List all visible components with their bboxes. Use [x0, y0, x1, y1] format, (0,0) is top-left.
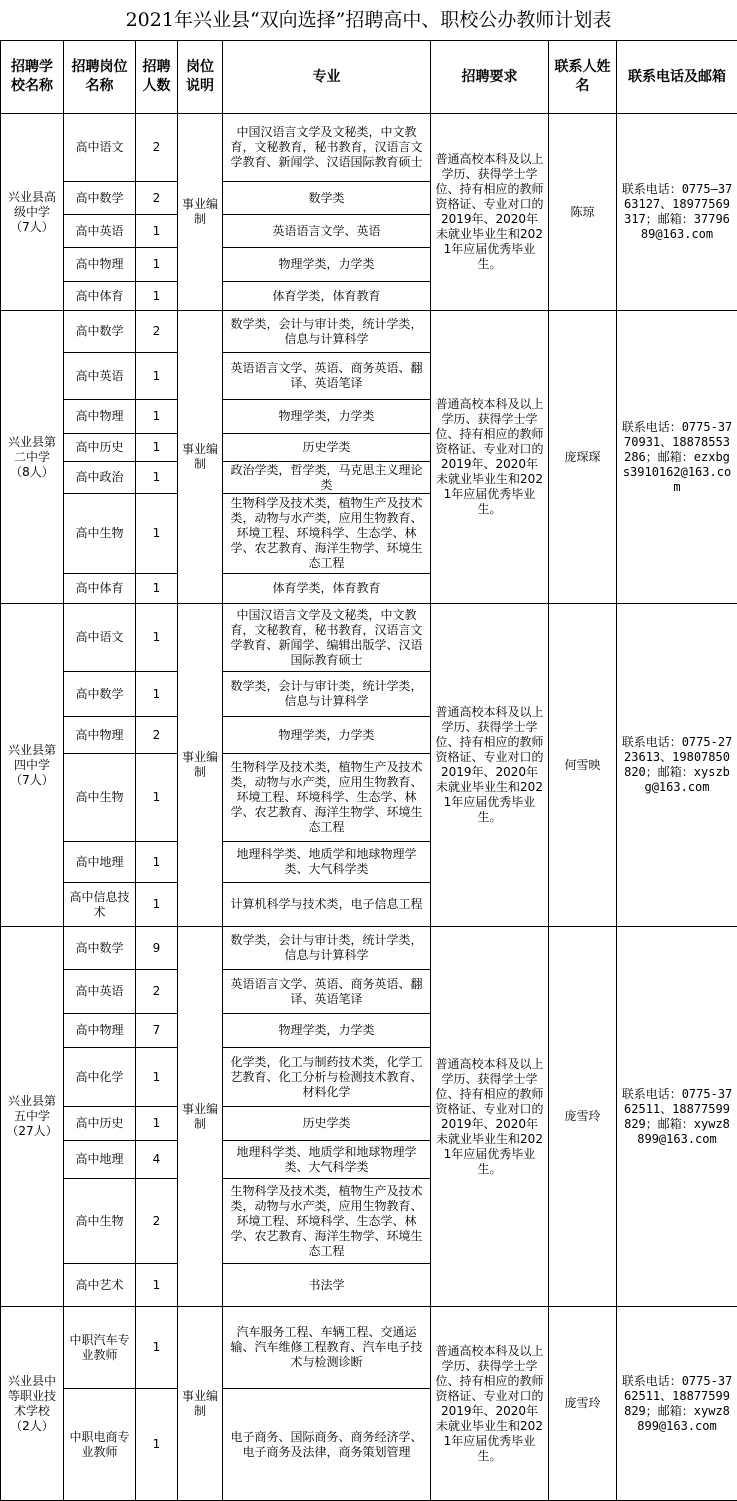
position-cell: 高中物理 — [64, 1014, 136, 1048]
position-cell: 高中数学 — [64, 182, 136, 215]
major-cell: 物理学类，力学类 — [223, 248, 431, 282]
major-cell: 物理学类，力学类 — [223, 717, 431, 754]
major-cell: 书法学 — [223, 1264, 431, 1307]
count-cell: 1 — [136, 604, 178, 672]
position-cell: 高中艺术 — [64, 1264, 136, 1307]
count-cell: 2 — [136, 1179, 178, 1264]
major-cell: 数学类，会计与审计类，统计学类，信息与计算科学 — [223, 672, 431, 717]
count-cell: 1 — [136, 400, 178, 434]
count-cell: 1 — [136, 462, 178, 494]
position-cell: 高中英语 — [64, 215, 136, 248]
header-contact: 联系人姓名 — [549, 41, 617, 114]
school-name-cell: 兴业县中等职业技术学校（2人） — [1, 1307, 64, 1501]
position-cell: 高中生物 — [64, 494, 136, 574]
school-name-cell: 兴业县第四中学（7人） — [1, 604, 64, 927]
major-cell: 数学类 — [223, 182, 431, 215]
position-cell: 高中语文 — [64, 114, 136, 182]
position-cell: 高中数学 — [64, 927, 136, 970]
table-row — [1, 927, 737, 970]
position-cell: 高中历史 — [64, 434, 136, 462]
major-cell: 计算机科学与技术类，电子信息工程 — [223, 883, 431, 927]
requirement-cell: 普通高校本科及以上学历、获得学士学位、持有相应的教师资格证、专业对口的2019年、2020年未就业毕业生和2021年应届优秀毕业生。 — [431, 114, 549, 311]
position-cell: 高中英语 — [64, 970, 136, 1014]
school-name-cell: 兴业县第五中学（27人） — [1, 927, 64, 1307]
table-row — [1, 1307, 737, 1389]
major-cell: 历史学类 — [223, 1107, 431, 1141]
school-name-cell: 兴业县第二中学（8人） — [1, 311, 64, 604]
major-cell: 历史学类 — [223, 434, 431, 462]
major-cell: 数学类，会计与审计类，统计学类，信息与计算科学 — [223, 311, 431, 353]
table-row — [1, 311, 737, 353]
position-cell: 高中生物 — [64, 754, 136, 842]
header-position: 招聘岗位名称 — [64, 41, 136, 114]
position-cell: 高中政治 — [64, 462, 136, 494]
position-cell: 高中物理 — [64, 400, 136, 434]
position-cell: 高中物理 — [64, 717, 136, 754]
position-desc-cell: 事业编制 — [178, 927, 223, 1307]
count-cell: 1 — [136, 1307, 178, 1389]
position-cell: 高中化学 — [64, 1048, 136, 1107]
count-cell: 4 — [136, 1141, 178, 1179]
position-cell: 高中英语 — [64, 353, 136, 400]
contact-person-cell: 庞雪玲 — [549, 927, 617, 1307]
count-cell: 9 — [136, 927, 178, 970]
count-cell: 1 — [136, 883, 178, 927]
header-count: 招聘人数 — [136, 41, 178, 114]
count-cell: 1 — [136, 574, 178, 604]
major-cell: 生物科学及技术类，植物生产及技术类，动物与水产类，应用生物教育、环境工程、环境科学、生态学、林学、农艺教育、海洋生物学、环境生态工程 — [223, 754, 431, 842]
count-cell: 1 — [136, 754, 178, 842]
position-cell: 高中语文 — [64, 604, 136, 672]
page-title: 2021年兴业县“双向选择”招聘高中、职校公办教师计划表 — [0, 0, 737, 40]
count-cell: 1 — [136, 1107, 178, 1141]
table-body — [1, 114, 737, 1501]
position-cell: 高中物理 — [64, 248, 136, 282]
phone-email-cell: 联系电话：0775-3762511、18877599829；邮箱：xywz8899@163.com — [617, 1307, 737, 1501]
position-cell: 中职电商专业教师 — [64, 1389, 136, 1501]
position-cell: 高中数学 — [64, 672, 136, 717]
position-cell: 高中体育 — [64, 574, 136, 604]
phone-email-cell: 联系电话：0775-3762511、18877599829；邮箱：xywz8899@163.com — [617, 927, 737, 1307]
header-phone: 联系电话及邮箱 — [617, 41, 737, 114]
count-cell: 2 — [136, 717, 178, 754]
count-cell: 1 — [136, 842, 178, 883]
major-cell: 地理科学类、地质学和地球物理学类、大气科学类 — [223, 1141, 431, 1179]
requirement-cell: 普通高校本科及以上学历、获得学士学位、持有相应的教师资格证、专业对口的2019年、2020年未就业毕业生和2021年应届优秀毕业生。 — [431, 927, 549, 1307]
contact-person-cell: 庞琛琛 — [549, 311, 617, 604]
count-cell: 1 — [136, 434, 178, 462]
requirement-cell: 普通高校本科及以上学历、获得学士学位、持有相应的教师资格证、专业对口的2019年、2020年未就业毕业生和2021年应届优秀毕业生。 — [431, 604, 549, 927]
recruitment-plan-table — [0, 40, 737, 1501]
position-cell: 高中数学 — [64, 311, 136, 353]
count-cell: 1 — [136, 672, 178, 717]
phone-email-cell: 联系电话：0775—3763127、18977569317；邮箱：3779689@163.com — [617, 114, 737, 311]
major-cell: 物理学类，力学类 — [223, 1014, 431, 1048]
count-cell: 2 — [136, 114, 178, 182]
phone-email-cell: 联系电话：0775-3770931、18878553286；邮箱：ezxbgs3910162@163.com — [617, 311, 737, 604]
header-requirement: 招聘要求 — [431, 41, 549, 114]
table-row — [1, 114, 737, 182]
count-cell: 1 — [136, 248, 178, 282]
major-cell: 体育学类，体育教育 — [223, 282, 431, 311]
count-cell: 2 — [136, 311, 178, 353]
major-cell: 中国汉语言文学及文秘类，中文教育，文秘教育，秘书教育，汉语言文学教育、新闻学、汉语国际教育硕士 — [223, 114, 431, 182]
major-cell: 物理学类，力学类 — [223, 400, 431, 434]
contact-person-cell: 庞雪玲 — [549, 1307, 617, 1501]
position-desc-cell: 事业编制 — [178, 311, 223, 604]
position-cell: 中职汽车专业教师 — [64, 1307, 136, 1389]
count-cell: 1 — [136, 1389, 178, 1501]
major-cell: 政治学类，哲学类，马克思主义理论类 — [223, 462, 431, 494]
major-cell: 电子商务、国际商务、商务经济学、电子商务及法律，商务策划管理 — [223, 1389, 431, 1501]
header-major: 专业 — [223, 41, 431, 114]
count-cell: 1 — [136, 494, 178, 574]
position-cell: 高中信息技术 — [64, 883, 136, 927]
major-cell: 地理科学类、地质学和地球物理学类、大气科学类 — [223, 842, 431, 883]
major-cell: 体育学类，体育教育 — [223, 574, 431, 604]
contact-person-cell: 陈琼 — [549, 114, 617, 311]
school-name-cell: 兴业县高级中学（7人） — [1, 114, 64, 311]
count-cell: 2 — [136, 970, 178, 1014]
major-cell: 英语语言文学、英语 — [223, 215, 431, 248]
header-desc: 岗位说明 — [178, 41, 223, 114]
header-school: 招聘学校名称 — [1, 41, 64, 114]
position-desc-cell: 事业编制 — [178, 604, 223, 927]
table-row — [1, 604, 737, 672]
position-cell: 高中地理 — [64, 1141, 136, 1179]
count-cell: 2 — [136, 182, 178, 215]
position-cell: 高中生物 — [64, 1179, 136, 1264]
requirement-cell: 普通高校本科及以上学历、获得学士学位、持有相应的教师资格证、专业对口的2019年、2020年未就业毕业生和2021年应届优秀毕业生。 — [431, 311, 549, 604]
count-cell: 1 — [136, 282, 178, 311]
header-row — [1, 41, 737, 114]
count-cell: 1 — [136, 353, 178, 400]
count-cell: 1 — [136, 215, 178, 248]
major-cell: 汽车服务工程、车辆工程、交通运输、汽车维修工程教育、汽车电子技术与检测诊断 — [223, 1307, 431, 1389]
position-desc-cell: 事业编制 — [178, 1307, 223, 1501]
major-cell: 中国汉语言文学及文秘类，中文教育，文秘教育，秘书教育，汉语言文学教育、新闻学、编辑出版学、汉语国际教育硕士 — [223, 604, 431, 672]
position-cell: 高中地理 — [64, 842, 136, 883]
major-cell: 数学类，会计与审计类，统计学类，信息与计算科学 — [223, 927, 431, 970]
major-cell: 生物科学及技术类，植物生产及技术类，动物与水产类，应用生物教育、环境工程、环境科学、生态学、林学、农艺教育、海洋生物学、环境生态工程 — [223, 494, 431, 574]
position-desc-cell: 事业编制 — [178, 114, 223, 311]
count-cell: 1 — [136, 1048, 178, 1107]
phone-email-cell: 联系电话：0775-2723613、19807850820；邮箱：xyszbg@163.com — [617, 604, 737, 927]
major-cell: 英语语言文学、英语、商务英语、翻译、英语笔译 — [223, 353, 431, 400]
position-cell: 高中体育 — [64, 282, 136, 311]
contact-person-cell: 何雪映 — [549, 604, 617, 927]
position-cell: 高中历史 — [64, 1107, 136, 1141]
requirement-cell: 普通高校本科及以上学历、获得学士学位、持有相应的教师资格证、专业对口的2019年、2020年未就业毕业生和2021年应届优秀毕业生。 — [431, 1307, 549, 1501]
major-cell: 化学类，化工与制药技术类，化学工艺教育、化工分析与检测技术教育、材料化学 — [223, 1048, 431, 1107]
major-cell: 英语语言文学、英语、商务英语、翻译、英语笔译 — [223, 970, 431, 1014]
count-cell: 1 — [136, 1264, 178, 1307]
count-cell: 7 — [136, 1014, 178, 1048]
major-cell: 生物科学及技术类，植物生产及技术类，动物与水产类，应用生物教育、环境工程、环境科学、生态学、林学、农艺教育、海洋生物学、环境生态工程 — [223, 1179, 431, 1264]
